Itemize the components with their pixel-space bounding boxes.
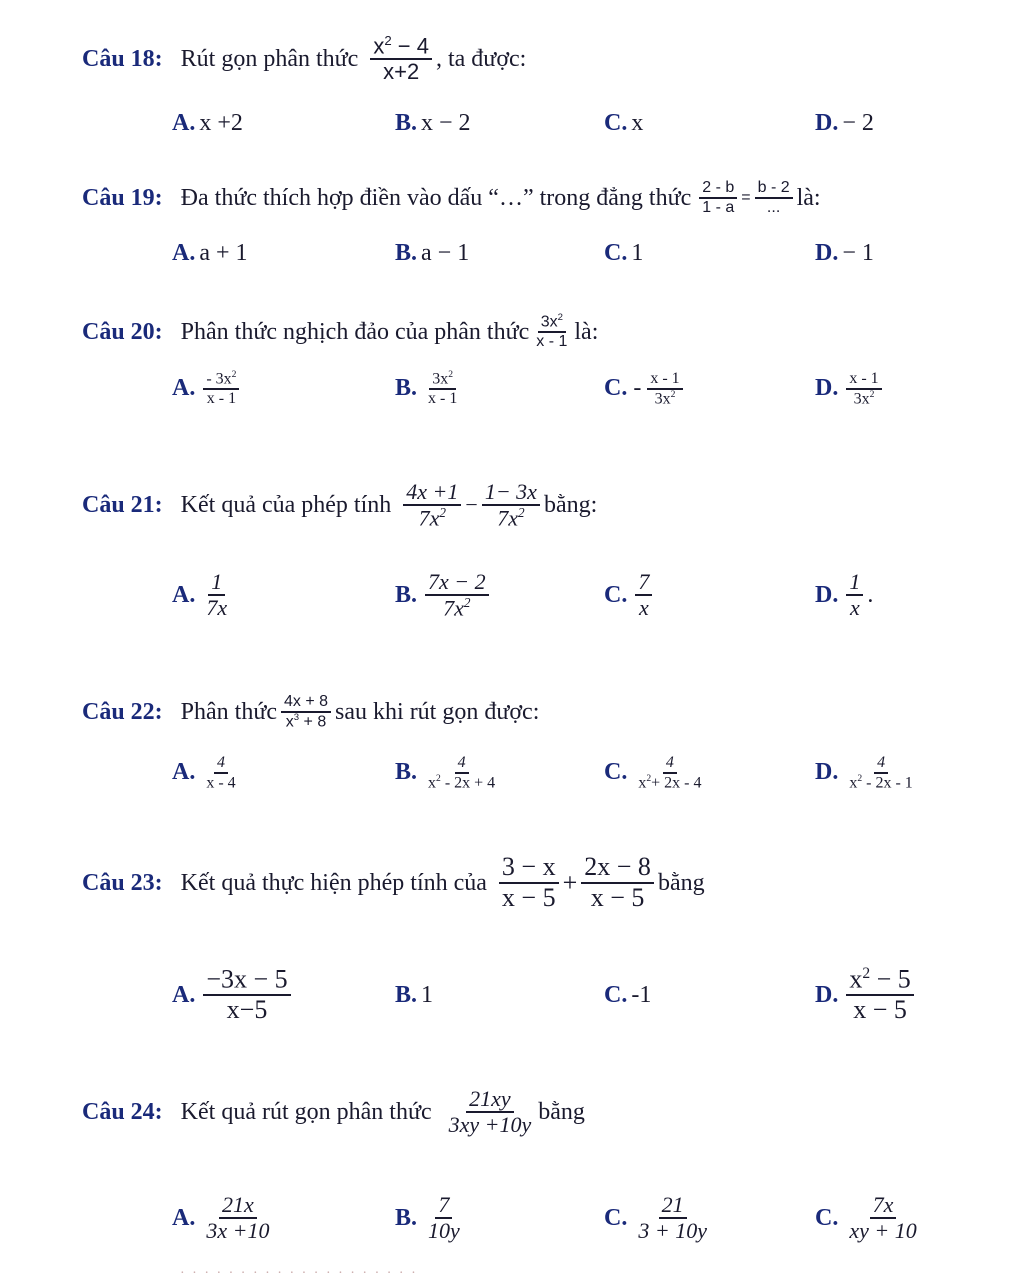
option-d[interactable]: D. $\frac{x^2 - 5}{x - 5}$ <box>815 950 918 1040</box>
option-c[interactable]: C. $\frac{7}{x}$ <box>604 570 656 620</box>
question-18-stem <box>82 14 526 104</box>
option-b[interactable]: B. $\frac{4}{x^2 - 2x + 4}$ <box>395 754 496 791</box>
question-24-fraction: $\frac{21xy}{3xy +10y}$ <box>448 1085 532 1137</box>
option-d[interactable]: D. − 2 <box>815 110 874 136</box>
question-19-fraction-left: $\frac{2 - b}{1 - a}$ <box>699 179 737 216</box>
option-a[interactable]: A. $\frac{21x}{3x +10}$ <box>172 1191 270 1243</box>
question-text: Rút gọn phân thức <box>180 45 359 72</box>
option-b[interactable]: B. x − 2 <box>395 110 471 136</box>
question-23-stem: Câu 23: Kết quả thực hiện phép tính của $\frac{3 - x}{x - 5}$ + $\frac{2x - 8}{x - 5}$ bằng <box>82 852 705 912</box>
question-22-fraction: $\frac{4x + 8}{x^3 + 8}$ <box>281 693 331 731</box>
question-19-stem: Câu 19: Đa thức thích hợp điền vào dấu “…” trong đẳng thức $\frac{2 - b}{1 - a}$ = $\frac{b - 2}{...}$ là: <box>82 179 821 216</box>
question-23-fraction-a: $\frac{3 - x}{x - 5}$ <box>499 853 559 912</box>
option-d[interactable]: D. − 1 <box>815 240 874 266</box>
option-a[interactable]: A. $\frac{- 3x^2}{x - 1}$ <box>172 370 243 408</box>
question-21-fraction-a: $\frac{4x +1}{7x^2}$ <box>403 480 461 531</box>
option-d[interactable]: C. $\frac{7x}{xy + 10}$ <box>815 1191 917 1243</box>
option-c[interactable]: C. -1 <box>604 981 652 1008</box>
option-d[interactable]: D. $\frac{x - 1}{3x^2}$ <box>815 370 886 408</box>
question-text-after: , ta được: <box>435 45 527 72</box>
option-a[interactable]: A. $\frac{4}{x - 4}$ <box>172 754 236 791</box>
option-a[interactable]: A. a + 1 <box>172 240 248 266</box>
question-19-fraction-right: $\frac{b - 2}{...}$ <box>755 179 793 216</box>
question-20-fraction: $\frac{3x^2}{x - 1}$ <box>536 312 568 351</box>
question-21-stem: Câu 21: Kết quả của phép tính $\frac{4x +1}{7x^2}$ − $\frac{1- 3x}{7x^2}$ bằng: <box>82 478 598 531</box>
option-d[interactable]: D. $\frac{4}{x^2 - 2x - 1}$ <box>815 754 913 791</box>
question-23-fraction-b: $\frac{2x - 8}{x - 5}$ <box>581 853 654 912</box>
option-a[interactable]: A. x +2 <box>172 110 243 136</box>
option-a[interactable]: A. $\frac{-3x - 5}{x-5}$ <box>172 950 295 1040</box>
question-21-fraction-b: $\frac{1- 3x}{7x^2}$ <box>482 480 540 531</box>
question-24-stem: Câu 24: Kết quả rút gọn phân thức $\frac{21xy}{3xy +10y}$ bằng <box>82 1085 585 1137</box>
question-18-fraction: $\frac{x^2 - 4}{x+2}$ <box>370 34 432 85</box>
question-20-stem: Câu 20: Phân thức nghịch đảo của phân thức $\frac{3x^2}{x - 1}$ là: <box>82 312 599 351</box>
option-b[interactable]: B. $\frac{3x^2}{x - 1}$ <box>395 369 458 407</box>
option-c[interactable]: C. $\frac{4}{x^2+ 2x - 4}$ <box>604 754 702 791</box>
option-b[interactable]: B. a − 1 <box>395 240 470 266</box>
option-c[interactable]: C. x <box>604 110 644 136</box>
option-b[interactable]: B. $\frac{7x - 2}{7x^2}$ <box>395 570 493 621</box>
question-22-stem: Câu 22: Phân thức $\frac{4x + 8}{x^3 + 8}$ sau khi rút gọn được: <box>82 693 540 731</box>
option-b[interactable]: B. 1 <box>395 981 434 1008</box>
option-c[interactable]: C. - $\frac{x - 1}{3x^2}$ <box>604 370 687 408</box>
question-label: Câu 18: <box>82 45 163 72</box>
option-d[interactable]: D. $\frac{1}{x}$ . <box>815 569 874 621</box>
page-footer: · · · · · · · · · · · · · · · · · · · · <box>180 1266 418 1281</box>
option-c[interactable]: C. $\frac{21}{3 + 10y}$ <box>604 1191 707 1243</box>
option-c[interactable]: C. 1 <box>604 240 644 266</box>
option-a[interactable]: A. $\frac{1}{7x}$ <box>172 569 228 621</box>
option-b[interactable]: B. $\frac{7}{10y}$ <box>395 1191 460 1243</box>
